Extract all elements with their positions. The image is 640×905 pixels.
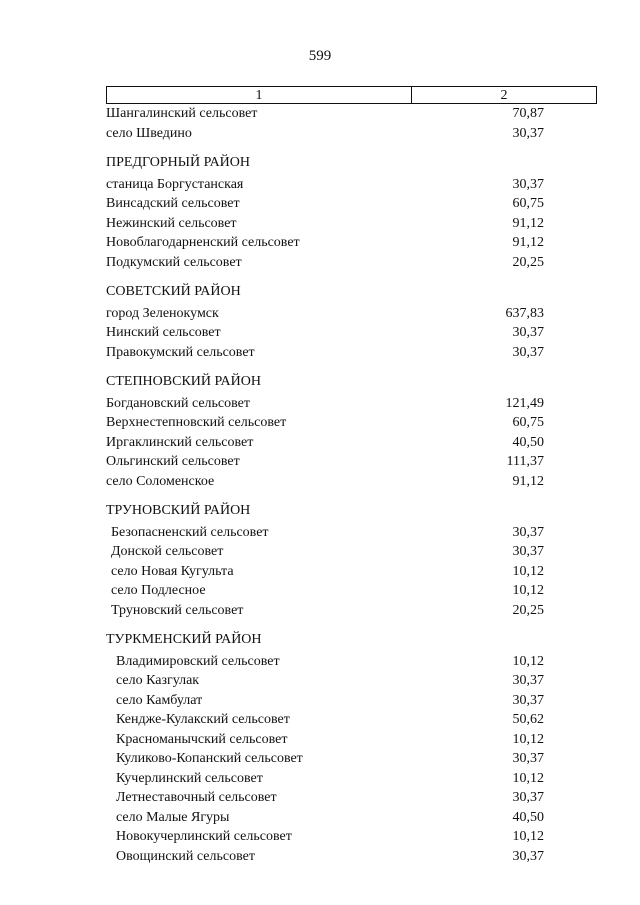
row-value: 30,37 bbox=[512, 790, 544, 805]
table-row bbox=[106, 304, 597, 324]
row-value: 121,49 bbox=[505, 395, 544, 411]
row-value: 30,37 bbox=[512, 125, 544, 141]
row-name: Богдановский сельсовет bbox=[106, 395, 250, 411]
row-name: село Камбулат bbox=[116, 692, 203, 708]
row-value: 30,37 bbox=[512, 692, 544, 708]
table-header-col-1: 1 bbox=[107, 87, 412, 103]
row-name: Куликово-Копанский сельсовет bbox=[116, 751, 303, 766]
row-name: село Малые Ягуры bbox=[116, 809, 230, 825]
row-name: село Соломенское bbox=[106, 473, 215, 489]
table-row bbox=[106, 253, 597, 273]
table-row bbox=[106, 730, 597, 750]
table-row bbox=[106, 827, 597, 847]
row-name: Винсадский сельсовет bbox=[106, 196, 240, 211]
table-row bbox=[106, 847, 597, 867]
row-value: 637,83 bbox=[505, 305, 544, 321]
row-value: 10,12 bbox=[512, 583, 544, 598]
row-name: Безопасненский сельсовет bbox=[111, 524, 269, 540]
table-row bbox=[106, 769, 597, 789]
district-title: ПРЕДГОРНЫЙ РАЙОН bbox=[106, 155, 251, 170]
row-value: 30,37 bbox=[512, 176, 544, 192]
table-row bbox=[106, 233, 597, 253]
table-row bbox=[106, 214, 597, 234]
row-value: 20,25 bbox=[512, 254, 544, 270]
row-value: 91,12 bbox=[512, 215, 544, 231]
row-value: 20,25 bbox=[512, 602, 544, 618]
table-row bbox=[106, 343, 597, 363]
row-name: Верхнестепновский сельсовет bbox=[106, 415, 287, 430]
row-name: село Казгулак bbox=[116, 673, 200, 688]
district-title: ТУРКМЕНСКИЙ РАЙОН bbox=[106, 632, 262, 647]
table-row bbox=[106, 194, 597, 214]
table-row bbox=[106, 472, 597, 492]
district-title: ТРУНОВСКИЙ РАЙОН bbox=[106, 503, 251, 518]
row-value: 10,12 bbox=[512, 653, 544, 669]
table-row bbox=[106, 808, 597, 828]
table-row bbox=[106, 788, 597, 808]
row-name: Подкумский сельсовет bbox=[106, 254, 242, 270]
row-name: село Подлесное bbox=[111, 583, 206, 598]
table-row bbox=[106, 104, 597, 124]
table-row bbox=[106, 323, 597, 343]
row-value: 30,37 bbox=[512, 751, 544, 766]
row-name: Нежинский сельсовет bbox=[106, 215, 237, 231]
table-row bbox=[106, 433, 597, 453]
row-name: станица Боргустанская bbox=[106, 176, 244, 192]
table-row bbox=[106, 691, 597, 711]
row-value: 30,37 bbox=[512, 344, 544, 360]
table-row bbox=[106, 671, 597, 691]
table-header bbox=[106, 86, 597, 104]
row-name: Новокучерлинский сельсовет bbox=[116, 829, 292, 844]
row-value: 60,75 bbox=[512, 196, 544, 211]
row-name: Шангалинский сельсовет bbox=[106, 106, 258, 121]
table-row bbox=[106, 175, 597, 195]
district-title: СТЕПНОВСКИЙ РАЙОН bbox=[106, 374, 261, 389]
table-body bbox=[106, 104, 597, 866]
row-value: 10,12 bbox=[512, 731, 544, 747]
row-name: город Зеленокумск bbox=[106, 305, 219, 321]
row-name: Владимировский сельсовет bbox=[116, 653, 280, 669]
row-name: Ольгинский сельсовет bbox=[106, 454, 240, 469]
row-value: 30,37 bbox=[512, 544, 544, 559]
row-name: село Шведино bbox=[106, 125, 192, 141]
row-name: Кендже-Кулакский сельсовет bbox=[116, 712, 290, 727]
row-name: село Новая Кугульта bbox=[111, 563, 234, 579]
row-name: Правокумский сельсовет bbox=[106, 344, 255, 360]
row-value: 10,12 bbox=[512, 829, 544, 844]
row-name: Новоблагодарненский сельсовет bbox=[106, 235, 300, 250]
row-value: 91,12 bbox=[512, 473, 544, 489]
table-row bbox=[106, 749, 597, 769]
row-name: Красноманычский сельсовет bbox=[116, 731, 288, 747]
row-value: 50,62 bbox=[512, 712, 544, 727]
table-row bbox=[106, 710, 597, 730]
row-value: 30,37 bbox=[512, 673, 544, 688]
row-value: 91,12 bbox=[512, 235, 544, 250]
row-name: Донской сельсовет bbox=[111, 544, 224, 559]
row-value: 10,12 bbox=[512, 563, 544, 579]
row-value: 30,37 bbox=[512, 848, 544, 864]
table-row bbox=[106, 581, 597, 601]
table-row bbox=[106, 394, 597, 414]
table-row bbox=[106, 601, 597, 621]
table-header-col-2: 2 bbox=[500, 88, 508, 103]
row-name: Кучерлинский сельсовет bbox=[116, 770, 263, 786]
table-row bbox=[106, 124, 597, 144]
row-value: 30,37 bbox=[512, 325, 544, 340]
table-row bbox=[106, 413, 597, 433]
row-name: Овощинский сельсовет bbox=[116, 848, 255, 864]
row-value: 60,75 bbox=[512, 415, 544, 430]
table-row bbox=[106, 523, 597, 543]
row-value: 111,37 bbox=[506, 454, 544, 469]
row-value: 10,12 bbox=[512, 770, 544, 786]
row-value: 30,37 bbox=[512, 524, 544, 540]
row-name: Труновский сельсовет bbox=[111, 602, 244, 618]
row-name: Нинский сельсовет bbox=[106, 325, 221, 340]
page-number: 599 bbox=[308, 48, 332, 64]
table-row bbox=[106, 562, 597, 582]
row-name: Иргаклинский сельсовет bbox=[106, 434, 254, 450]
row-value: 70,87 bbox=[512, 106, 544, 121]
district-title: СОВЕТСКИЙ РАЙОН bbox=[106, 284, 241, 299]
row-value: 40,50 bbox=[512, 434, 544, 450]
table-row bbox=[106, 452, 597, 472]
table-row bbox=[106, 652, 597, 672]
row-name: Летнеставочный сельсовет bbox=[116, 790, 277, 805]
row-value: 40,50 bbox=[512, 809, 544, 825]
table-row bbox=[106, 542, 597, 562]
